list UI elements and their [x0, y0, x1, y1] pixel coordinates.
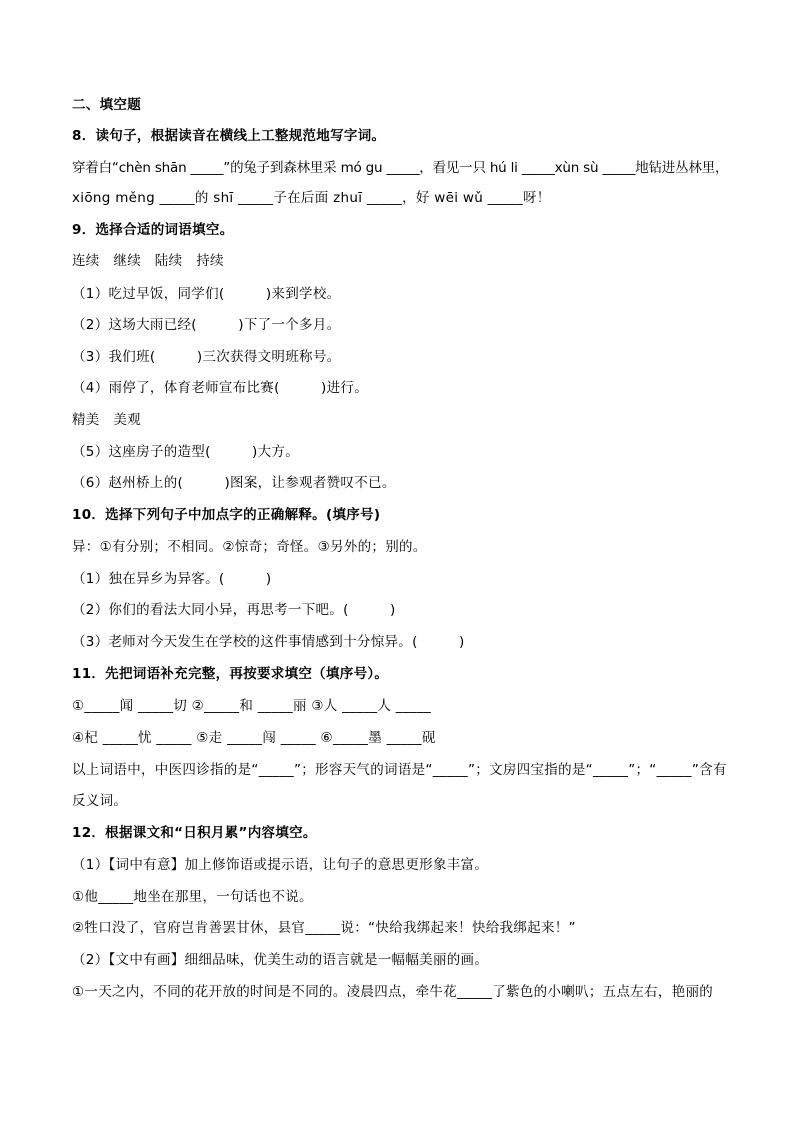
question-12-part-1-item-1: ①他_____地坐在那里，一句话也不说。 [72, 889, 313, 905]
question-9-item-2: （2）这场大雨已经( )下了一个多月。 [72, 317, 341, 333]
question-11-text-1: 以上词语中，中医四诊指的是“_____”；形容天气的词语是“_____”；文房四宝指的是“_____”；“_____”含有 [72, 762, 727, 778]
question-9-title: 9．选择合适的词语填空。 [72, 222, 234, 238]
question-9-item-3: （3）我们班( )三次获得文明班称号。 [72, 349, 341, 365]
question-11-row-2: ④杞 _____忧 _____ ⑤走 _____闯 _____ ⑥_____墨 _____砚 [72, 730, 436, 746]
question-12-title: 12．根据课文和“日积月累”内容填空。 [72, 825, 317, 841]
question-9-item-6: （6）赵州桥上的( )图案，让参观者赞叹不已。 [72, 475, 396, 491]
question-8-title: 8．读句子，根据读音在横线上工整规范地写字词。 [72, 128, 386, 144]
question-9-item-1: （1）吃过早饭，同学们( )来到学校。 [72, 286, 341, 302]
question-10-item-3: （3）老师对今天发生在学校的这件事情感到十分惊异。( ) [72, 634, 465, 650]
question-9-options-2: 精美 美观 [72, 412, 141, 428]
question-9-options-1: 连续 继续 陆续 持续 [72, 253, 224, 269]
question-12-part-1-item-2: ②牲口没了，官府岂肯善罢甘休，县官_____说：“快给我绑起来！快给我绑起来！” [72, 920, 576, 936]
question-11-title: 11．先把词语补充完整，再按要求填空（填序号）。 [72, 666, 389, 682]
question-12-part-2: （2）【文中有画】细细品味，优美生动的语言就是一幅幅美丽的画。 [72, 952, 489, 968]
question-9-item-4: （4）雨停了，体育老师宣布比赛( )进行。 [72, 380, 369, 396]
question-10-definition: 异：①有分别；不相同。②惊奇；奇怪。③另外的；别的。 [72, 539, 427, 555]
question-11-text-2: 反义词。 [72, 793, 128, 809]
section-title: 二、填空题 [72, 97, 141, 113]
question-12-part-2-item-1: ①一天之内，不同的花开放的时间是不同的。凌晨四点，牵牛花_____了紫色的小喇叭；五点左右，艳丽的 [72, 984, 714, 1000]
question-10-item-2: （2）你们的看法大同小异，再思考一下吧。( ) [72, 602, 396, 618]
question-8-line-2: xiōng měng _____的 shī _____子在后面 zhuī _____，好 wēi wǔ _____呀！ [72, 190, 551, 206]
question-11-row-1: ①_____闻 _____切 ②_____和 _____丽 ③人 _____人 _____ [72, 698, 432, 714]
question-12-part-1: （1）【词中有意】加上修饰语或提示语，让句子的意思更形象丰富。 [72, 857, 489, 873]
question-8-line-1: 穿着白“chèn shān _____”的兔子到森林里采 mó gu _____，看见一只 hú li _____xùn sù _____地钻进丛林里， [72, 160, 729, 176]
question-9-item-5: （5）这座房子的造型( )大方。 [72, 444, 300, 460]
question-10-item-1: （1）独在异乡为异客。( ) [72, 571, 272, 587]
question-10-title: 10．选择下列句子中加点字的正确解释。(填序号) [72, 507, 381, 523]
